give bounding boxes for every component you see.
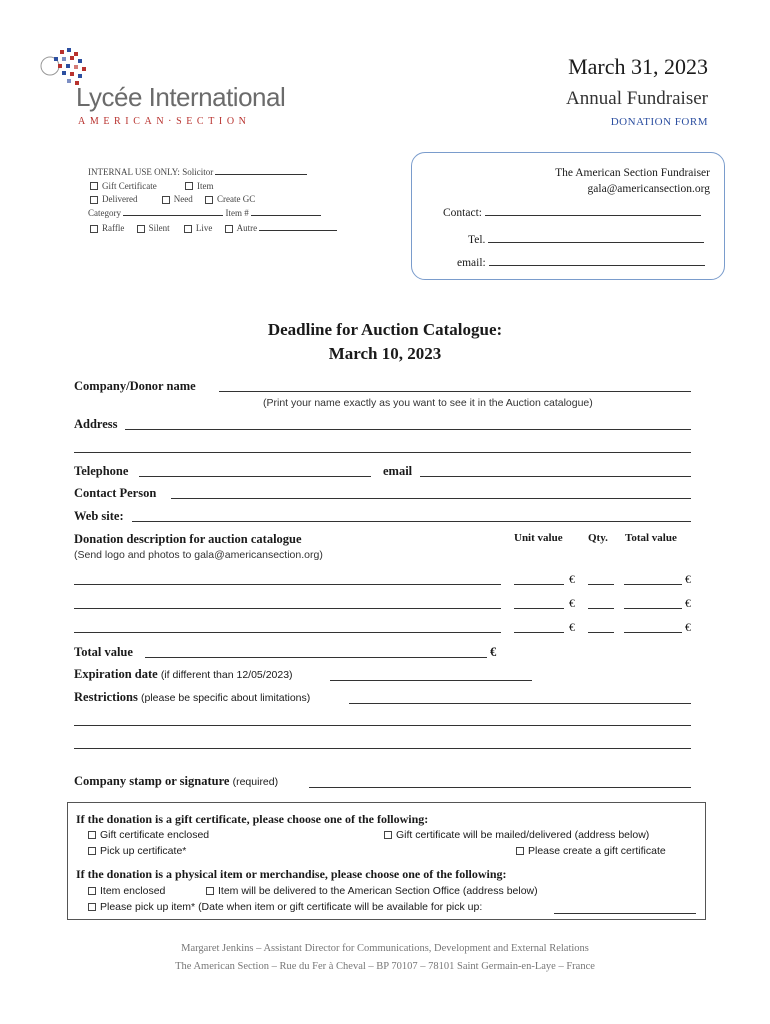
- restrictions-hint: (please be specific about limitations): [141, 692, 311, 704]
- deadline-line1: Deadline for Auction Catalogue:: [267, 320, 503, 339]
- contact-label: Contact:: [443, 207, 482, 219]
- need-checkbox[interactable]: [162, 196, 170, 204]
- stamp-row: [74, 774, 278, 789]
- autre-field[interactable]: [259, 230, 337, 231]
- contact-row: [443, 207, 701, 219]
- item-pickup-checkbox[interactable]: [88, 903, 96, 911]
- footer-address-line: The American Section – Rue du Fer à Cheval – BP 70107 – 78101 Saint Germain-en-Laye – France: [175, 961, 595, 972]
- restrictions-field-2[interactable]: [74, 725, 691, 726]
- gc-pickup-label: Pick up certificate*: [100, 845, 187, 857]
- gc-pickup-option[interactable]: [88, 845, 186, 857]
- item-delivered-option[interactable]: [206, 885, 538, 897]
- unit-value-field-3[interactable]: [514, 632, 564, 633]
- address-label: Address: [74, 417, 118, 431]
- silent-checkbox[interactable]: [137, 225, 145, 233]
- contact-box-header: [555, 165, 710, 197]
- euro-sign: €: [569, 596, 575, 610]
- gc-create-option[interactable]: [516, 845, 666, 857]
- fundraiser-email: gala@americansection.org: [587, 183, 710, 195]
- create-gc-checkbox[interactable]: [205, 196, 213, 204]
- total-field-1[interactable]: [624, 584, 682, 585]
- description-field-2[interactable]: [74, 608, 501, 609]
- total-field-3[interactable]: [624, 632, 682, 633]
- description-field-3[interactable]: [74, 632, 501, 633]
- gc-mailed-label: Gift certificate will be mailed/delivered (address below): [396, 829, 650, 841]
- silent-label: Silent: [148, 223, 170, 233]
- expiration-field[interactable]: [330, 680, 532, 681]
- website-field[interactable]: [132, 521, 691, 522]
- live-checkbox[interactable]: [184, 225, 192, 233]
- event-date: March 31, 2023: [568, 54, 708, 79]
- item-enclosed-option[interactable]: [88, 885, 165, 897]
- unit-value-field-2[interactable]: [514, 608, 564, 609]
- tel-field[interactable]: [488, 242, 704, 243]
- gc-mailed-checkbox[interactable]: [384, 831, 392, 839]
- address-field-1[interactable]: [125, 429, 691, 430]
- stamp-field[interactable]: [309, 787, 691, 788]
- description-hint: (Send logo and photos to gala@americansection.org): [74, 549, 323, 561]
- gc-enclosed-label: Gift certificate enclosed: [100, 829, 210, 841]
- restrictions-row: [74, 690, 310, 705]
- total-value-header: Total value: [625, 532, 677, 544]
- category-label: Category: [88, 207, 121, 218]
- email-label: email: [383, 464, 413, 478]
- description-label: Donation description for auction catalogue: [74, 532, 302, 546]
- expiration-row: [74, 667, 293, 682]
- footer: [0, 940, 770, 976]
- qty-field-1[interactable]: [588, 584, 614, 585]
- item-pickup-date-label: (Date when item or gift certificate will be available for pick up:: [198, 901, 483, 913]
- euro-sign: €: [490, 645, 497, 659]
- gc-enclosed-checkbox[interactable]: [88, 831, 96, 839]
- gc-mailed-option[interactable]: [384, 829, 649, 841]
- deadline-date: March 10, 2023: [328, 344, 442, 363]
- logo-wordmark: Lycée International: [76, 82, 286, 112]
- tel-row: [468, 234, 704, 246]
- gc-pickup-checkbox[interactable]: [88, 847, 96, 855]
- restrictions-field-3[interactable]: [74, 748, 691, 749]
- event-title: Annual Fundraiser: [566, 88, 708, 109]
- autre-label: Autre: [236, 223, 258, 233]
- gc-title: If the donation is a gift certificate, please choose one of the following:: [76, 812, 429, 826]
- autre-checkbox[interactable]: [225, 225, 233, 233]
- description-field-1[interactable]: [74, 584, 501, 585]
- total-value-field[interactable]: [145, 657, 487, 658]
- item-label: Item: [196, 180, 214, 191]
- item-no-label: Item #: [225, 207, 249, 218]
- unit-value-field-1[interactable]: [514, 584, 564, 585]
- expiration-hint: (if different than 12/05/2023): [160, 669, 293, 681]
- gc-create-label: Please create a gift certificate: [528, 845, 666, 857]
- solicitor-field[interactable]: [215, 174, 307, 175]
- euro-sign: €: [685, 596, 691, 610]
- category-field[interactable]: [123, 215, 223, 216]
- internal-use-block: [88, 166, 348, 236]
- gift-certificate-checkbox[interactable]: [90, 182, 98, 190]
- item-delivered-label: Item will be delivered to the American Section Office (address below): [218, 885, 538, 897]
- raffle-checkbox[interactable]: [90, 225, 98, 233]
- gc-enclosed-option[interactable]: [88, 829, 209, 841]
- create-gc-label: Create GC: [216, 194, 256, 204]
- solicitor-label: Solicitor: [182, 167, 214, 177]
- email-row: [457, 257, 705, 269]
- stamp-hint: (required): [232, 776, 279, 788]
- delivered-checkbox[interactable]: [90, 196, 98, 204]
- company-hint: (Print your name exactly as you want to see it in the Auction catalogue): [263, 397, 593, 409]
- item-enclosed-checkbox[interactable]: [88, 887, 96, 895]
- raffle-label: Raffle: [102, 223, 125, 233]
- need-label: Need: [173, 194, 193, 204]
- euro-sign: €: [569, 620, 575, 634]
- contact-person-field[interactable]: [171, 498, 691, 499]
- euro-sign: €: [569, 572, 575, 586]
- contact-box: [411, 152, 725, 280]
- qty-field-3[interactable]: [588, 632, 614, 633]
- telephone-field[interactable]: [139, 476, 371, 477]
- delivered-label: Delivered: [102, 194, 138, 204]
- telephone-label: Telephone: [74, 464, 129, 478]
- donation-type-box: [67, 802, 706, 920]
- fundraiser-name: The American Section Fundraiser: [555, 167, 710, 179]
- email-label: email:: [457, 257, 486, 269]
- company-field[interactable]: [219, 391, 691, 392]
- stamp-label: Company stamp or signature: [74, 774, 230, 788]
- logo-subtitle: AMERICAN·SECTION: [78, 116, 251, 127]
- item-title: If the donation is a physical item or merchandise, please choose one of the following:: [76, 867, 507, 881]
- footer-contact-line: Margaret Jenkins – Assistant Director for Communications, Development and External Relations: [181, 943, 589, 954]
- restrictions-field-1[interactable]: [349, 703, 691, 704]
- contact-field[interactable]: [485, 215, 701, 216]
- company-label: Company/Donor name: [74, 379, 196, 393]
- item-checkbox[interactable]: [185, 182, 193, 190]
- form-title: DONATION FORM: [610, 116, 708, 128]
- pickup-date-field[interactable]: [554, 913, 696, 914]
- qty-header: Qty.: [588, 532, 608, 544]
- internal-label: INTERNAL USE ONLY:: [88, 167, 180, 177]
- unit-value-header: Unit value: [514, 532, 563, 544]
- contact-person-label: Contact Person: [74, 486, 157, 500]
- euro-sign: €: [685, 620, 691, 634]
- total-value-label: Total value: [74, 645, 133, 659]
- email-field[interactable]: [489, 265, 705, 266]
- tel-label: Tel.: [468, 234, 486, 246]
- website-label: Web site:: [74, 509, 124, 523]
- email-field[interactable]: [420, 476, 691, 477]
- restrictions-label: Restrictions: [74, 690, 138, 704]
- address-field-2[interactable]: [74, 452, 691, 453]
- live-label: Live: [195, 223, 213, 233]
- expiration-label: Expiration date: [74, 667, 158, 681]
- item-enclosed-label: Item enclosed: [100, 885, 166, 897]
- deadline-heading: [0, 318, 770, 366]
- qty-field-2[interactable]: [588, 608, 614, 609]
- item-no-field[interactable]: [251, 215, 321, 216]
- gift-certificate-label: Gift Certificate: [102, 180, 157, 191]
- item-pickup-label: Please pick up item*: [100, 901, 196, 913]
- euro-sign: €: [685, 572, 691, 586]
- gc-create-checkbox[interactable]: [516, 847, 524, 855]
- item-delivered-checkbox[interactable]: [206, 887, 214, 895]
- item-pickup-option[interactable]: [88, 901, 482, 913]
- total-field-2[interactable]: [624, 608, 682, 609]
